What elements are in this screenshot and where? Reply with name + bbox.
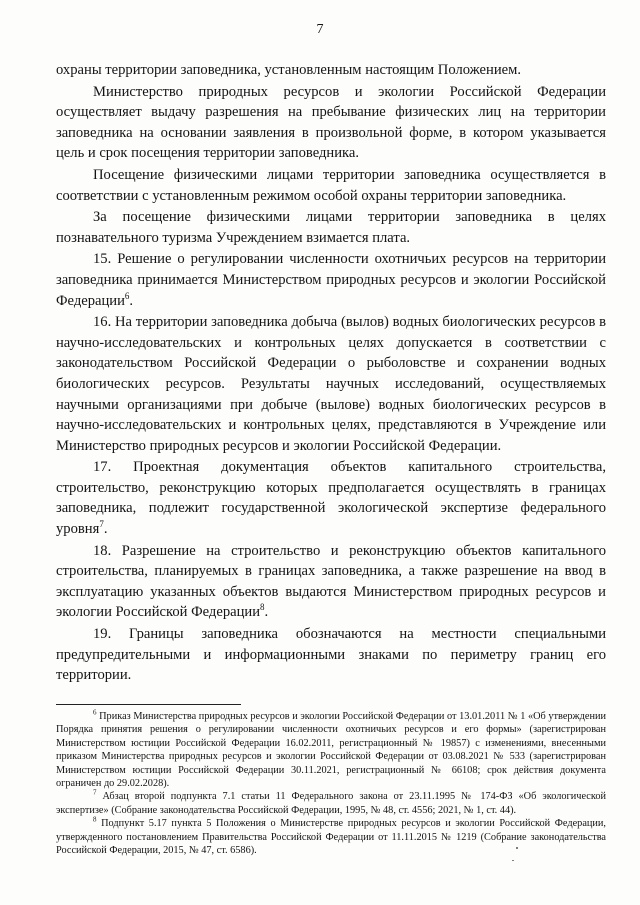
scan-speck: [512, 860, 514, 861]
footnote-ref-6: 6: [124, 290, 130, 301]
footnote-text: Подпункт 5.17 пункта 5 Положения о Министерстве природных ресурсов и экологии Российской Федерации, утвержденного постановлением Правительства Российской Федерации от 11.11.2015 № 1219 (Собрание законодательства Российской Федерации, 2015, № 47, ст. 6586).: [56, 818, 606, 857]
scan-speck: [516, 847, 518, 849]
footnotes: [56, 710, 606, 857]
paragraph-18: 18. Разрешение на строительство и реконструкцию объектов капитального строительства, планируемых в границах заповедника, а также разрешение на ввод в эксплуатацию указанных объектов выдаются Министерством природных ресурсов и экологии Российской Федерации$^8$.: [56, 542, 606, 621]
footnote-ref-8: 8: [260, 602, 265, 613]
paragraph-text: 18. Разрешение на строительство и реконструкцию объектов капитального строительства, планируемых в границах заповедника, а также разрешение на ввод в эксплуатацию указанных объектов выдаются Министерством природных ресурсов и экологии Российской Федерации: [56, 542, 606, 621]
paragraph-15: 15. Решение о регулировании численности охотничьих ресурсов на территории заповедника принимается Министерством природных ресурсов и экологии Российской Федерации$^6$.: [56, 251, 606, 309]
paragraph-text: За посещение физическими лицами территории заповедника в целях познавательного туризма Учреждением взимается плата.: [56, 209, 606, 246]
paragraph-17: 17. Проектная документация объектов капитального строительства, строительство, реконструкцию которых предполагается осуществлять в границах заповедника, подлежит государственной экологической экспертизе федерального уровня$^7$.: [56, 459, 606, 538]
footnote-8: [56, 817, 606, 857]
paragraph-text: 16. На территории заповедника добыча (вылов) водных биологических ресурсов в научно-исследовательских и контрольных целях допускается в соответствии с законодательством Российской Федерации о рыболовстве и сохранении водных биологических ресурсов. Результаты научных исследований, осуществляемых научными организациями при добыче (вылове) водных биологических ресурсов в научно-исследовательских и контрольных целях, представляются в Учреждение или Министерство природных ресурсов и экологии Российской Федерации.: [56, 314, 606, 454]
paragraph-1: [56, 60, 606, 81]
paragraph-3: [56, 165, 606, 206]
paragraph-text: Министерство природных ресурсов и экологии Российской Федерации осуществляет выдачу разрешения на пребывание физических лиц на территории заповедника на основании заявления в произвольной форме, в котором указывается цель и срок посещения территории заповедника.: [56, 83, 606, 162]
footnote-mark: 8: [93, 815, 97, 824]
paragraph-text: Посещение физическими лицами территории заповедника осуществляется в соответствии с установленным режимом особой охраны территории заповедника.: [56, 166, 606, 204]
page-number: 7: [316, 22, 324, 37]
paragraph-text: 19. Границы заповедника обозначаются на местности специальными предупредительными и информационными знаками по периметру границ его территории.: [56, 626, 606, 684]
paragraph-4: [56, 207, 606, 248]
footnote-6: [56, 710, 606, 790]
footnote-text: Абзац второй подпункта 7.1 статьи 11 Федерального закона от 23.11.1995 № 174-ФЗ «Об экологической экспертизе» (Собрание законодательства Российской Федерации, 1995, № 48, ст. 4556; 2021, № 1, ст. 44).: [56, 791, 606, 816]
footnote-7: [56, 790, 606, 817]
footnote-divider: [56, 704, 241, 705]
paragraph-text: 15. Решение о регулировании численности охотничьих ресурсов на территории заповедника принимается Министерством природных ресурсов и экологии Российской Федерации: [56, 251, 606, 309]
footnote-ref-7: 7: [99, 519, 104, 530]
footnote-mark: 6: [93, 708, 97, 717]
paragraph-2: [56, 82, 606, 164]
paragraph-16: [56, 312, 606, 456]
paragraph-text: 17. Проектная документация объектов капитального строительства, строительство, реконструкцию которых предполагается осуществлять в границах заповедника, подлежит государственной экологической экспертизе федерального уровня: [56, 459, 606, 538]
footnote-text: Приказ Министерства природных ресурсов и экологии Российской Федерации от 13.01.2011 № 1 «Об утверждении Порядка принятия решения о регулировании численности охотничьих ресурсов и его формы» (зарегистрирован Министерством юстиции Российской Федерации 16.02.2011, регистрационный № 19857) с изменениями, внесенными приказом Министерства природных ресурсов и экологии Российской Федерации от 03.08.2021 № 533 (зарегистрирован Министерством юстиции Российской Федерации 30.11.2021, регистрационный № 66108; срок действия документа ограничен до 29.02.2028).: [56, 711, 607, 790]
body-text: [56, 60, 606, 686]
footnote-mark: 7: [93, 789, 97, 798]
paragraph-19: [56, 624, 606, 686]
paragraph-text: охраны территории заповедника, установленным настоящим Положением.: [56, 62, 522, 78]
